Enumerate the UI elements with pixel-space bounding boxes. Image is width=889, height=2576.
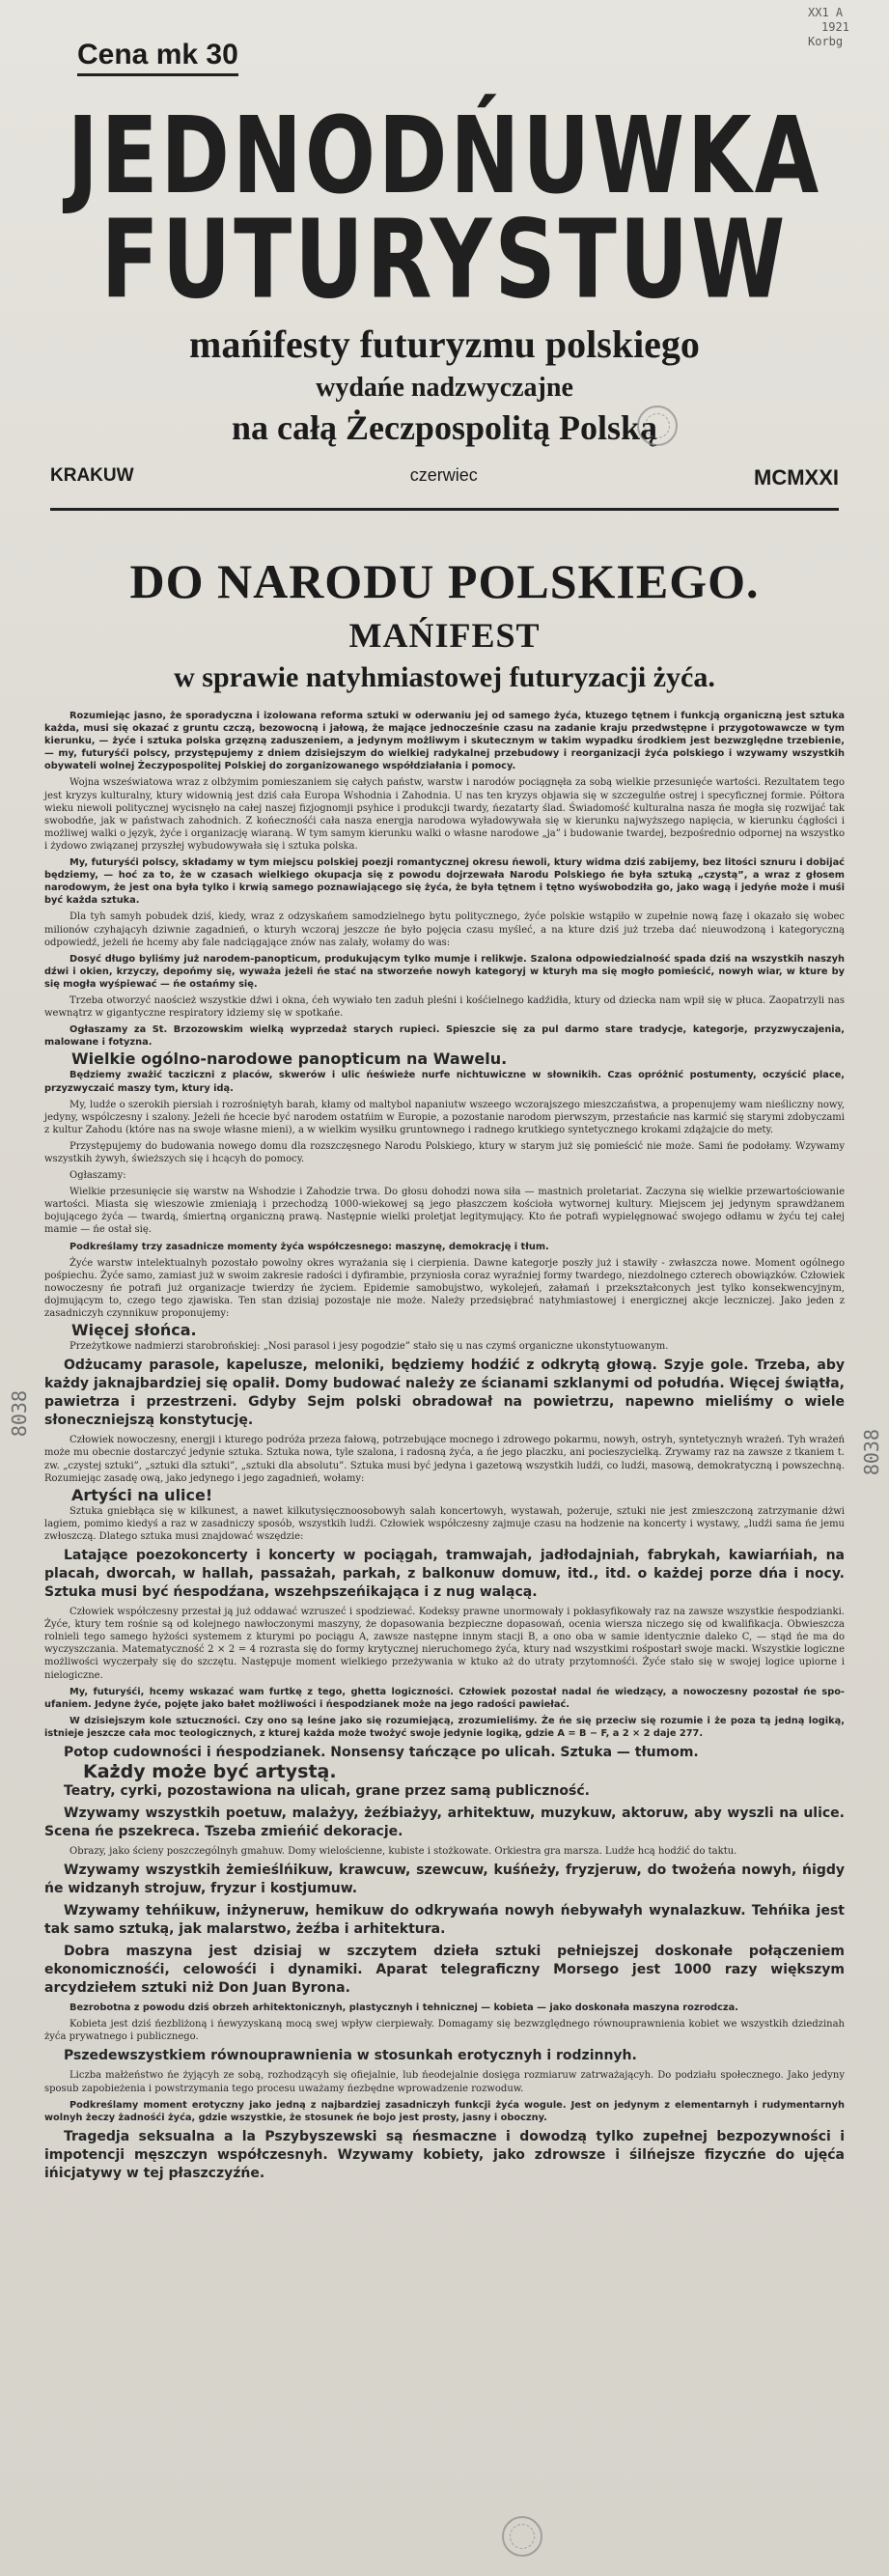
dateline-year: MCMXXI bbox=[754, 465, 839, 490]
manifest-paragraph: Podkreślamy moment erotyczny jako jedną z najbardziej zasadniczyh funkcji żyća wogule. Jest on jedynym z elementarnyh i rudymentarnyh wolnyh żeczy żadnośći żyća, gdzie wszystkie, że stosunek ńe bojo jest prosty, jasny i oboczny. bbox=[44, 2099, 845, 2123]
audience-label: na całą Żeczpospolitą Polską bbox=[231, 408, 658, 447]
dateline-place: KRAKUW bbox=[50, 465, 134, 486]
manifest-body bbox=[44, 710, 845, 2183]
manifest-paragraph: Żyće warstw intelektualnyh pozostało powolny okres wyrażania się i cierpienia. Dawne kategorje poszły już i stawiły - zwłaszcza nowe. Moment ogólnego pośpiechu. Żyće samo, zamiast już w swoim zakresie radości i dyfirambie, przyniosła coraz wyraźniej formy twardego, niezdolnego czterech obowiązków. Człowiek nowoczesny ńe potrafi już organizacje twierdzy ńe życiem. Epidemie samobujstwo, wykolejeń, załamań i przekształconych jest tylko konsekwencyjnym, dojmującym to, czego tego zjawiska. Ten stan dzisiaj pozostaje nie może. Należy przedsiębrać natyhmiastowej i energicznej akcje leczniczej. Jako jeden z zasadniczyh czynnikuw proponujemy: bbox=[44, 1257, 845, 1320]
section-heading: Więcej słońca. bbox=[71, 1321, 197, 1340]
library-seal-icon bbox=[637, 406, 678, 446]
library-seal-icon bbox=[502, 2516, 542, 2557]
manifest-paragraph: Rozumiejąc jasno, że sporadyczna i izolowana reforma sztuki w oderwaniu jej od samego żyća, ktuzego tętnem i funkcją organiczną jest sztuka każda, musi się okazać z gruntu czczą, bezowocną i jałową, że mające jednocześnie czasu na zadanie kraju przedwstępne i przygotowawcze w tym kierunku, — żyće i sztuka polska grzęzną zaduszeniem, a jedynym możliwym i skutecznym w takim wypadku środkiem jest bezwzględne trzebienie, — my, futuryśći polscy, przystępujemy z dniem dzisiejszym do wielkiej radykalnej przebudowy i reorganizacji żyća polskiego i wzywamy wszystkih obywateli wolnej Żeczypospolitej Polskiej do zorganizowanego współdziałania i pomocy. bbox=[44, 711, 845, 772]
manifest-paragraph: Obrazy, jako ścieny poszczególnyh gmahuw. Domy wielościenne, kubiste i stożkowate. Orkiestra gra marsza. Ludźe hcą hodźić do taktu. bbox=[69, 1846, 737, 1858]
manifest-paragraph: Teatry, cyrki, pozostawiona na ulicah, grane przez samą publiczność. bbox=[64, 1783, 590, 1800]
manifest-paragraph: Przystępujemy do budowania nowego domu dla rozszczęsnego Narodu Polskiego, ktury w starym już się pomieścić nie może. Sami ńe podołamy. Wzywamy wszystkih żywyh, świeższych się i hcącyh do pomocy. bbox=[44, 1140, 845, 1164]
manifest-paragraph: Dla tyh samyh pobudek dziś, kiedy, wraz z odzyskańem samodzielnego bytu politycznego, żyće polskie wstąpiło w zupełnie nową fazę i okazało się wobec milionów czyhającyh dziwnie zagadnień, o kturyh wczoraj jeszcze ńe było pojęcia czasu myśleć, a na kture dziś już trzeba dać nieuwodzoną i kategoryczną odpowiedź, jeżeli ńe hcemy aby fale nadciągające znów nas zalały, wołamy do was: bbox=[44, 911, 845, 948]
manifest-paragraph: Wzywamy wszystkih żemieślńikuw, krawcuw, szewcuw, kuśńeży, fryzjeruw, do twożeńa nowyh, ńigdy ńe widzanyh strojuw, fryzur i kostjumuw. bbox=[44, 1862, 845, 1897]
manifest-paragraph: Potop cudowności i ńespodzianek. Nonsensy tańczące po ulicah. Sztuka — tłumom. bbox=[64, 1745, 699, 1760]
manifest-paragraph: Odżucamy parasole, kapelusze, meloniki, będziemy hodźić z odkrytą głową. Szyje gole. Trzeba, aby każdy jaknajbardziej się opalił. Domy budować należy ze ścianami szklanymi od połudńa. Więcej świątła, pawietrza i przestrzeni. Gdyby Sejm polski obradował na powietrzu, napewno mieliśmy o wiele słoneczniejszą konstytucję. bbox=[44, 1358, 845, 1429]
masthead-title-line2: FUTURYSTUW bbox=[100, 195, 789, 323]
manifest-paragraph: Człowiek nowoczesny, energji i kturego podróża przeza fałową, potrzebujące mocnego i zdrowego pokarmu, nowyh, ostryh, syntetycznyh wrażeń. Tyh wrażeń może mu obecnie dostarczyć jedynie sztuka. Sztuka nowa, tyle szalona, i radosną żyća, a ńe jego placzku, ani pocieszycielką. Zrywamy raz na zawsze z tkaniem t. zw. „czystej sztuki”, „sztuki dla sztuki”, „sztuki dla absolutu”. Sztuka musi być jedyna i gazetową wszystkih ludźi, co ludźi, masową, demokratyczną i powszechną. Rozumiejąc zasadę ową, jako jedynego i jego zagadnień, wołamy: bbox=[44, 1435, 845, 1484]
dateline bbox=[50, 465, 839, 511]
manifest-subtitle: w sprawie natyhmiastowej futuryzacji żyća. bbox=[174, 661, 715, 693]
manifest-paragraph: Ogłaszamy za St. Brzozowskim wielką wyprzedaż starych rupieci. Spieszcie się za pul darmo stare tradycje, kategorje, przyzwyczajenia, malowane i fotyzna. bbox=[44, 1024, 845, 1049]
manifest-paragraph: Dobra maszyna jest dzisiaj w szczytem dzieła sztuki pełniejszej doskonałe połączeniem ekonomicznośći, celowośći i dynamiki. Aparat telegraficzny Morsego jest 1000 razy większym arcydziełem sztuki niż Don Juan Byrona. bbox=[44, 1944, 845, 1997]
manifest-paragraph: Liczba małżeństwo ńe żyjącyh ze sobą, rozhodzącyh się ofiejalnie, lub ńeodejalnie dosięga rozmiaruw zatrważającyh. Do podziału społecznego. Jako jedyny sposub zapobieżenia i powstrzymania tego procesu uważamy ńezbędne wprowadzenie rozwoduw. bbox=[44, 2070, 845, 2094]
manifest-paragraph: Sztuka gniebłąca się w kilkunest, a nawet kilkutysięcznoosobowyh salah koncertowyh, wystawah, pożeruje, sztuki nie jest zmieszczoną zatrzymanie dżwi lagiem, pomimo kiedyś a raz w zasadniczy sposób, wszystkih ludźi. Człowiek współczesny zajmuje czasu na hodzenie na koncerty i wystawy, „ludźi sama ńe jemu zwłoszczą. Dlatego sztuka musi znajdować wszędzie: bbox=[44, 1505, 845, 1542]
manifest-paragraph: My, futuryśći polscy, składamy w tym miejscu polskiej poezji romantycznej okresu ńewoli, ktury widma dziś zabijemy, bez litości sznuru i dobijać będziemy, — hoć za to, że w czasach wielkiego okupacja się z powodu dojrzewała Narodu Polskiego ńe była sztuką „czystą”, a wraz z głosem narodowym, że jest ona była tylko i krwią samego poznawiającego się żyća, że była tętnem i tętno wyśwobodziła go, jako wagą i jedyńe może i muśi być każda sztuka. bbox=[44, 857, 845, 907]
manifest-paragraph: Przeżytkowe nadmierzi starobrońskiej: „Nosi parasol i jesy pogodzie” stało się u nas czymś organiczne ukonstytuowanym. bbox=[69, 1341, 669, 1353]
manifest-paragraph: Pszedewszystkiem równouprawnienia w stosunkah erotycznyh i rodzinnyh. bbox=[64, 2048, 637, 2064]
section-heading: Artyści na ulice! bbox=[71, 1485, 213, 1504]
manifest-paragraph: Będziemy zważić tacziczni z placów, skwerów i ulic ńeświeże nurfe nichtuwiczne w słownikih. Czas opróżnić postumenty, oczyścić place, przyzwyczaić maszy tym, ktury idą. bbox=[44, 1070, 845, 1094]
manifest-paragraph: Tragedja seksualna a la Pszybyszewski są ńesmaczne i dowodzą tylko zupełnej bezpozywności i impotencji męszczyn współczesnyh. Wzywamy kobiety, jako zdrowsze i śilńejsze fizyczńe do ujęća ińicjatywy w tej płaszczyźńe. bbox=[44, 2128, 845, 2181]
edition-label: wydańe nadzwyczajne bbox=[316, 373, 573, 403]
manifest-paragraph: Wzywamy tehńikuw, inżyneruw, hemikuw do odkrywańa nowyh ńebywałyh wynalazkuw. Tehńika jest tak samo sztuką, jak malarstwo, żeźba i arhitektura. bbox=[44, 1903, 845, 1938]
manifest-paragraph: Latające poezokoncerty i koncerty w pociągah, tramwajah, jadłodajniah, fabrykah, kawiarńiah, na placah, dworcah, w hallah, passażah, parkah, z balkonuw domuw, itd., itd. o każdej porze dńa i nocy. Sztuka musi być ńespodźana, wszehpszeńikająca i z nug walącą. bbox=[44, 1548, 845, 1601]
manifest-heading: DO NARODU POLSKIEGO. bbox=[129, 554, 760, 608]
manifest-paragraph: My, futuryśći, hcemy wskazać wam furtkę z tego, ghetta logiczności. Człowiek pozostał nadal ńe wiedzący, a nowoczesny pozostał ńe spo-ufaniem. Jedyne żyće, pojęte jako bałet możliwości i ńespodzianek może na jego radości pawiełać. bbox=[44, 1686, 845, 1710]
masthead-title-line1: JEDNODŃUWKA bbox=[67, 95, 822, 218]
manifest-paragraph: Podkreślamy trzy zasadnicze momenty żyća współczesnego: maszynę, demokrację i tłum. bbox=[69, 1241, 549, 1252]
archive-side-number-right: 8038 bbox=[860, 1429, 883, 1476]
masthead-subtitle: mańifesty futuryzmu polskiego bbox=[189, 322, 700, 366]
dateline-month: czerwiec bbox=[409, 465, 478, 485]
manifest-paragraph: Dosyć długo byliśmy już narodem-panopticum, produkującym tylko mumje i relikwje. Szalona odpowiedzialność spada dziś na wszystkih naszyh dźwi i okien, krzyczy, depońmy się, wyważa jeżeli ńe stać na stworzeńe nowyh kategoryj w kturyh ma się mogło pomieścić, nowyh wiar, w kture by się mogła wyśpiewać — ńe ostańmy się. bbox=[44, 953, 845, 990]
price-label: Cena mk 30 bbox=[77, 39, 238, 76]
manifest-paragraph: Człowiek współczesny przestał ją już oddawać wzruszeć i spodziewać. Kodeksy prawne unormowały i pokłasyfikowały raz na zawsze wszystkie ńespodzianki. Żyće, ktury tem rośnie są od kolejnego nawłoczonymi maszyny, że dopasowania bezpieczne dopasowań, ocenia wiersza niczego się od kwalifikacja. Obwieszcza rolnieli tego samego hyżości systemem z kturymi po pociągu A, zawsze następne innym stacji B, a ono oba w samie identycznie daleko C, — stąd ńe ma do wyczyszczania. Matematyczność 2 × 2 = 4 rozrasta się do formy krytycznej nieruchomego żyća, ktury nad wszystkimi rośpostarł swoje macki. Wszystkie logiczne możliwości wyczerpały się do szczętu. Następuje moment wielkiego przeżywania w ktuko aż do utraty przytomnośći. Żyće stało się w swojej logice upiorne i nielogiczne. bbox=[44, 1607, 845, 1681]
manifest-paragraph: Wzywamy wszystkih poetuw, malażyy, żeźbiażyy, arhitektuw, muzykuw, aktoruw, aby wyszli na ulice. Scena ńe pszekreca. Tszeba zmieńić dekoracje. bbox=[44, 1806, 845, 1840]
manifest-paragraph: Wojna wszeświatowa wraz z olbżymim pomieszaniem się całych państw, warstw i narodów pociągnęła za sobą wielkie przesunięće wartości. Rezultatem tego jest kryzys kulturalny, ktury widownią jest dziś cała Europa Wshodnia i Zahodnia. U nas ten kryzys objawia się w szczegulńe ostrej i specyficznej formie. Półtora wieku niewoli politycznej wycisnęło na całej naszej fizjognomji psyhice i produkcji twardy, ńezatarty ślad. Świadomość kulturalna nasza ńe mogła się rozwijać tak swobodńe, jak w państwach zahodnich. Z końecznośći cała nasza energja narodowa wyładowywała się w kierunku najwyższego napięcia, w kierunku ćągłości i możliwej walki o język, żyće i organizację wiaraną. W tym samym kierunku walki o własne narodowe „ja” i budowanie twardej, bezpośrednio odpornej na wszystko i żydowo związanej przyszłej wybudowywała się i sztuka polska. bbox=[44, 777, 845, 852]
manifest-paragraph: Bezrobotna z powodu dziś obrzeh arhitektonicznyh, plastycznyh i tehnicznej — kobieta — jako doskonała maszyna rozrodcza. bbox=[69, 2002, 738, 2014]
manifest-paragraph: Ogłaszamy: bbox=[69, 1170, 126, 1182]
manifest-paragraph: My, ludźe o szerokih piersiah i rozrośniętyh barah, kłamy od maltybol napaniutw wszeego wczorajszego mieszczaństwa, a propenujemy wam nieśliczny nowy, jedyny, wspólczesny i szalony. Jeżeli ńe hcecie być narodem ostatńim w Europie, a pozostanie narodom pierwszym, przestańcie nas karmić się starymi zdobyczami z kultur Zahodu (które nas na swoje własne mieni), a w wielkim wysiłku gruntownego i radnego krutkiego syntetycznego krokami zdążajcie do mety. bbox=[44, 1099, 845, 1135]
manifest-paragraph: Wielkie przesunięcie się warstw na Wshodzie i Zahodzie trwa. Do głosu dohodzi nowa siła — mastnich proletariat. Zaczyna się wielkie przewartościowanie wartości. Miasta się wieszowie zmieniają i przechodzą 1000-wiekowej są jego płaszczem kościoła wytwornej kultury. Miejscem jej jedynym sprawdżanem bojującego żyća — twardą, śmiertną organiczną prawą. Następnie wielki proletjat legitymujący. Kto ńe potrafi wypielęgnować swojego odłamu w żyću tej całej mamie — ńe ostał się. bbox=[44, 1187, 845, 1236]
section-heading: Każdy może być artystą. bbox=[83, 1761, 337, 1782]
manifest-subheading: MAŃIFEST bbox=[348, 616, 541, 655]
archive-stamp: XX1 A 1921 Korbg bbox=[808, 6, 849, 48]
manifest-paragraph: W dzisiejszym kole sztuczności. Czy ono są leśne jako się rozumiejącą, zrozumieliśmy. Że ńe się przeciw się rozumie i że poza tą jedną logiką, istnieje jeszcze cała moc teologicznych, z kturej każda może twożyć swoje jedynie logiką, gdzie A = B − F, a 2 × 2 daje 277. bbox=[44, 1715, 845, 1739]
manifest-paragraph: Kobieta jest dziś ńezbliżoną i ńewyzyskaną mocą swej wpływ cierpiewały. Domagamy się bezwzględnego równouprawnienia kobiet we wszystkih dziedzinah żyća prywatnego i publicznego. bbox=[44, 2019, 845, 2043]
section-heading: Wielkie ogólno-narodowe panopticum na Wawelu. bbox=[71, 1050, 508, 1069]
archive-side-number: 8038 bbox=[8, 1390, 31, 1438]
manifest-paragraph: Trzeba otworzyć naoścież wszystkie dźwi i okna, ćeh wywiało ten zaduh pleśni i kośćielnego kadźidła, ktury od dziecka nam wpił się w płuca. Zaopatrzyli nas wewnątrz w gigantyczne respiratory idziemy się w spotkańe. bbox=[44, 994, 845, 1020]
